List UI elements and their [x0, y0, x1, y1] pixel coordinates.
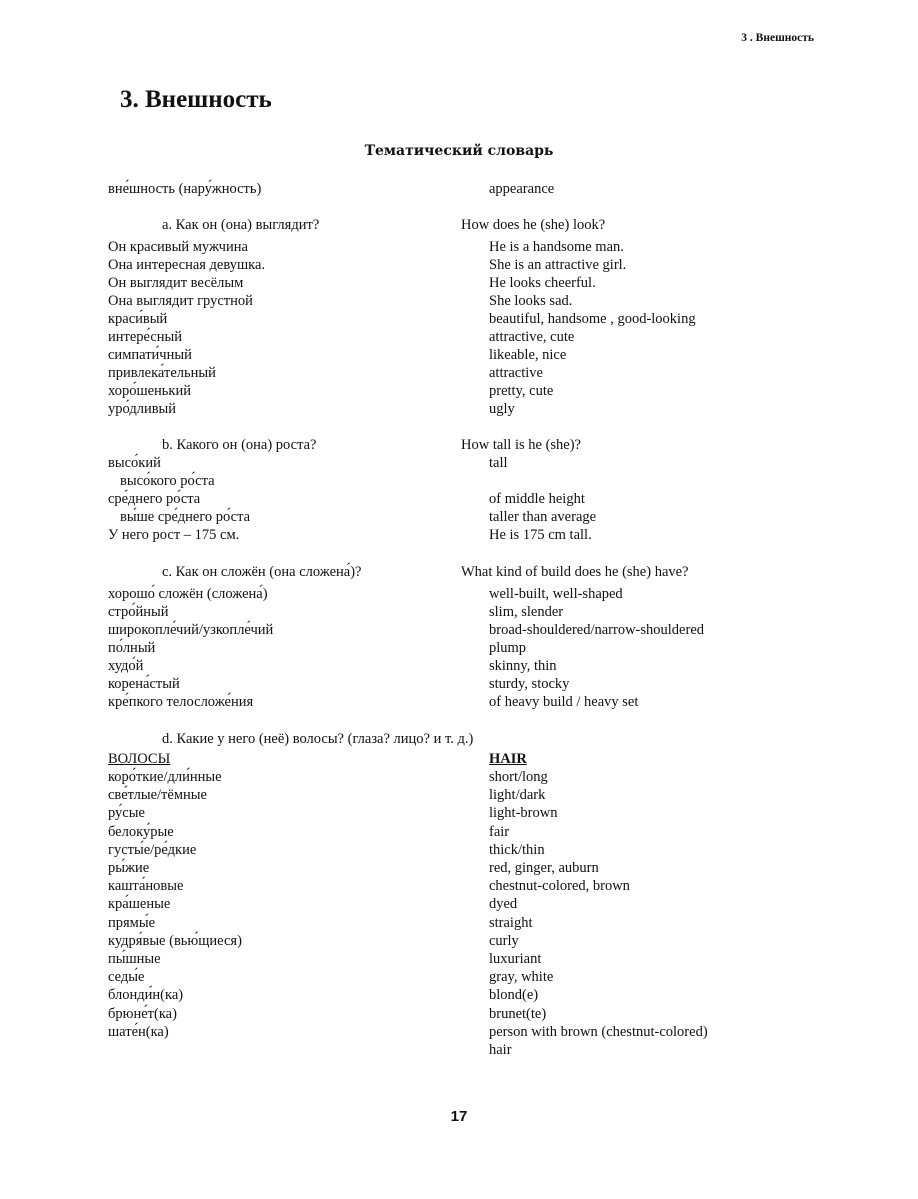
entry-en: well-built, well-shaped [489, 586, 623, 602]
entry-en: pretty, cute [489, 383, 554, 399]
entry-ru: хоро́шенький [108, 383, 191, 399]
entry-en: He is a handsome man. [489, 239, 624, 255]
entry-en: of heavy build / heavy set [489, 694, 639, 710]
entry-en: gray, white [489, 969, 554, 986]
entry-ru: кра́шеные [108, 896, 171, 913]
entry-en: dyed [489, 896, 518, 913]
entry-ru: Она выглядит грустной [108, 293, 253, 309]
entry-ru: кре́пкого телосложе́ния [108, 694, 254, 710]
section-b-heading-ru: b. Какого он (она) роста? [162, 437, 317, 453]
entry-ru: све́тлые/тёмные [108, 787, 207, 804]
entry-ru: блонди́н(ка) [108, 987, 184, 1004]
section-d-heading: d. Какие у него (неё) волосы? (глаза? лицо? и т. д.) [162, 731, 474, 747]
entry-en: He is 175 cm tall. [489, 527, 592, 543]
entry-ru: сре́днего ро́ста [108, 491, 201, 507]
intro-ru: вне́шность (нару́жность) [108, 181, 262, 197]
entry-en: skinny, thin [489, 658, 557, 674]
entry-en: taller than average [489, 509, 597, 525]
entry-ru: кудря́вые (вью́щиеся) [108, 932, 242, 949]
hair-subheading-en: HAIR [489, 751, 527, 767]
entry-ru: белоку́рые [108, 823, 174, 840]
entry-ru: краси́вый [108, 311, 168, 327]
entry-ru: интере́сный [108, 329, 183, 345]
entry-en: She looks sad. [489, 293, 573, 309]
entry-en: She is an attractive girl. [489, 257, 627, 273]
entry-en: tall [489, 455, 508, 471]
entry-ru: ру́сые [108, 805, 145, 822]
entry-ru: уро́дливый [108, 401, 177, 417]
entry-ru: Он выглядит весёлым [108, 275, 244, 291]
entry-ru: широкопле́чий/узкопле́чий [108, 622, 274, 638]
entry-ru: ры́жие [108, 860, 150, 876]
entry-ru: симпати́чный [108, 347, 192, 363]
entry-en: He looks cheerful. [489, 275, 596, 291]
entry-en: attractive [489, 365, 543, 381]
entry-ru: высо́кого ро́ста [120, 473, 215, 489]
entry-ru: У него рост – 175 см. [108, 527, 240, 543]
entry-en: plump [489, 640, 527, 656]
entry-ru: брюне́т(ка) [108, 1005, 177, 1022]
entry-en: fair [489, 823, 510, 840]
entry-en: broad-shouldered/narrow-shouldered [489, 622, 705, 638]
entry-en: ugly [489, 401, 515, 417]
entry-en: slim, slender [489, 604, 564, 620]
entry-ru: седы́е [108, 969, 145, 986]
section-a-heading-ru: a. Как он (она) выглядит? [162, 217, 320, 233]
entry-en: beautiful, handsome , good-looking [489, 311, 696, 327]
page-number: 17 [450, 1108, 468, 1125]
entry-ru: стро́йный [108, 604, 169, 620]
section-b-heading-en: How tall is he (she)? [461, 437, 581, 453]
entry-en: likeable, nice [489, 347, 567, 363]
running-head: 3 . Внешность [741, 32, 814, 44]
entry-ru: пы́шные [108, 951, 161, 967]
entry-en: red, ginger, auburn [489, 860, 599, 876]
hair-subheading-ru: ВОЛОСЫ [108, 751, 171, 767]
section-c-heading-ru: c. Как он сложён (она сложена́)? [162, 564, 362, 580]
entry-en: thick/thin [489, 841, 545, 858]
entry-en: sturdy, stocky [489, 676, 570, 692]
entry-en: light/dark [489, 787, 546, 804]
section-a-heading-en: How does he (she) look? [461, 217, 606, 233]
entry-en: brunet(te) [489, 1005, 547, 1022]
entry-en: attractive, cute [489, 329, 575, 345]
entry-en: light-brown [489, 805, 558, 822]
entry-ru: по́лный [108, 640, 156, 656]
entry-en: short/long [489, 769, 548, 785]
entry-ru: вы́ше сре́днего ро́ста [120, 509, 251, 525]
intro-en: appearance [489, 181, 555, 197]
entry-ru: Он красивый мужчина [108, 239, 248, 255]
entry-en: straight [489, 914, 533, 931]
entry-ru: прямы́е [108, 914, 156, 931]
entry-en: blond(e) [489, 987, 539, 1004]
entry-ru: хорошо́ сложён (сложена́) [108, 586, 268, 602]
entry-en: person with brown (chestnut-colored) [489, 1023, 708, 1040]
entry-ru: привлека́тельный [108, 365, 216, 381]
entry-en: of middle height [489, 491, 585, 507]
entry-en: chestnut-colored, brown [489, 878, 630, 895]
entry-ru: худо́й [108, 658, 144, 674]
entry-en: hair [489, 1042, 512, 1058]
entry-ru: кашта́новые [108, 878, 184, 895]
entry-en: curly [489, 932, 519, 949]
entry-ru: шате́н(ка) [108, 1023, 169, 1040]
entry-ru: Она интересная девушка. [108, 257, 266, 273]
dictionary-title: Тематический словарь [364, 143, 554, 159]
entry-ru: густы́е/ре́дкие [108, 841, 197, 858]
entry-en: luxuriant [489, 951, 542, 967]
entry-ru: коро́ткие/дли́нные [108, 769, 222, 785]
chapter-title: 3. Внешность [120, 86, 272, 113]
entry-ru: высо́кий [108, 455, 161, 471]
section-c-heading-en: What kind of build does he (she) have? [461, 564, 689, 580]
entry-ru: корена́стый [108, 676, 180, 692]
